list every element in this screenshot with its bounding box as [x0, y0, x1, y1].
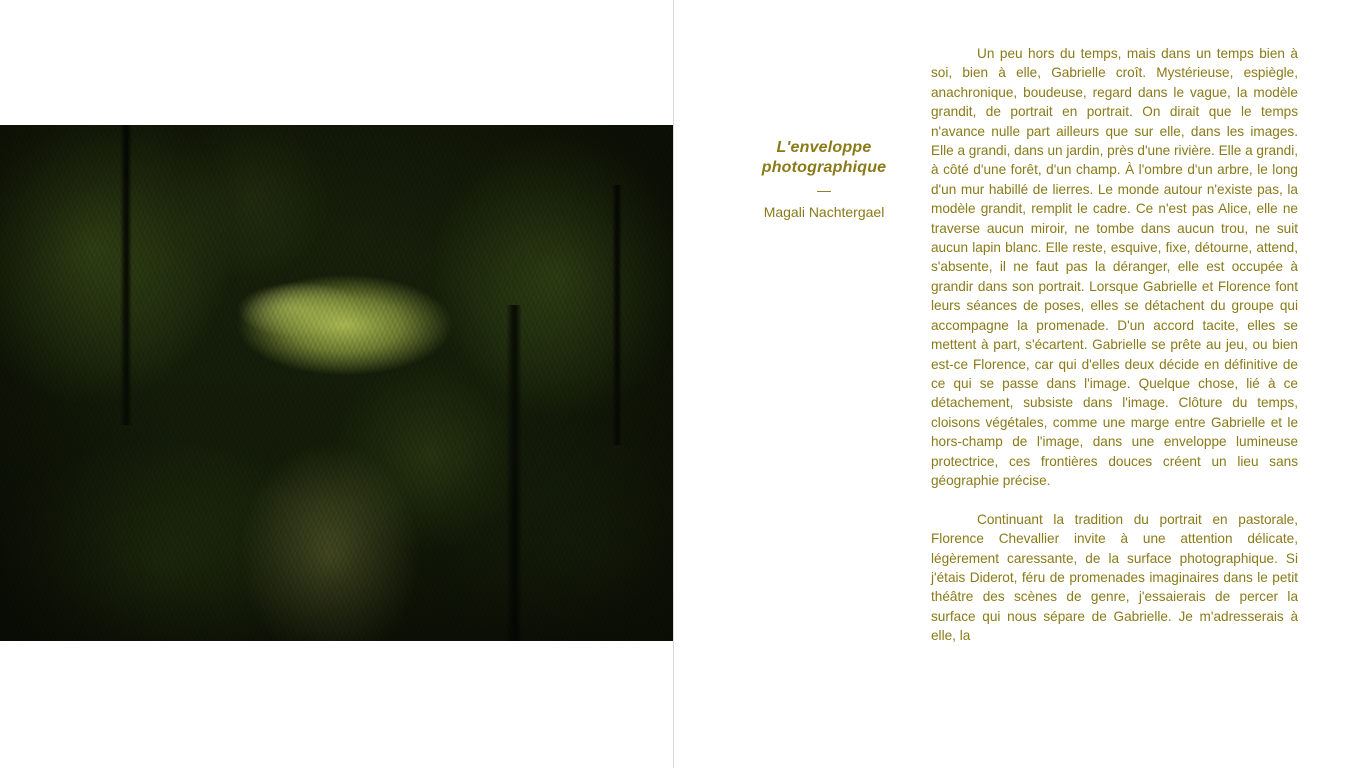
- author-name: Magali Nachtergael: [763, 204, 885, 220]
- body-text-column: [931, 44, 1298, 646]
- forest-clearing-photograph: [0, 125, 673, 641]
- photo-vignette: [0, 125, 673, 641]
- body-paragraph: Continuant la tradition du portrait en pastorale, Florence Chevallier invite à une attention délicate, légèrement caressante, de la surface photographique. Si j'étais Diderot, féru de promenades imaginaires dans le petit théâtre des scènes de genre, j'essaierais de percer la surface qui nous sépare de Gabrielle. Je m'adresserais à elle, la: [931, 511, 1298, 644]
- title-divider: —: [817, 182, 831, 198]
- left-page: [0, 0, 673, 768]
- body-paragraph: Un peu hors du temps, mais dans un temps bien à soi, bien à elle, Gabrielle croît. Mystérieuse, espiègle, anachronique, boudeuse, regard dans le vague, la modèle grandit, de portrait en portrait. On dirait que le temps n'avance nulle part ailleurs que sur elle, dans les images. Elle a grandi, dans un jardin, près d'une rivière. Elle a grandi, à côté d'une forêt, d'un champ. À l'ombre d'un arbre, le long d'un mur habillé de lierres. Le monde autour n'existe pas, la modèle grandit, remplit le cadre. Ce n'est pas Alice, elle ne traverse aucun miroir, ne tombe dans aucun trou, ne suit aucun lapin blanc. Elle reste, esquive, fixe, détourne, attend, s'absente, il ne faut pas la déranger, elle est occupée à grandir dans son portrait. Lorsque Gabrielle et Florence font leurs séances de poses, elles se détachent du groupe qui accompagne la promenade. D'un accord tacite, elles se mettent à part, s'écartent. Gabrielle se prête au jeu, ou bien est-ce Florence, car qui d'elles deux décide en définitive de ce qui se passe dans l'image. Quelque chose, lié à ce détachement, subsiste dans l'image. Clôture du temps, cloisons végétales, comme une marge entre Gabrielle et le hors-champ de l'image, dans une enveloppe lumineuse protectrice, ces frontières douces créent un lieu sans géographie précise.: [931, 46, 1298, 488]
- title-block: [714, 138, 934, 222]
- right-page: [674, 0, 1347, 768]
- page-title: L'enveloppe photographique: [761, 139, 887, 176]
